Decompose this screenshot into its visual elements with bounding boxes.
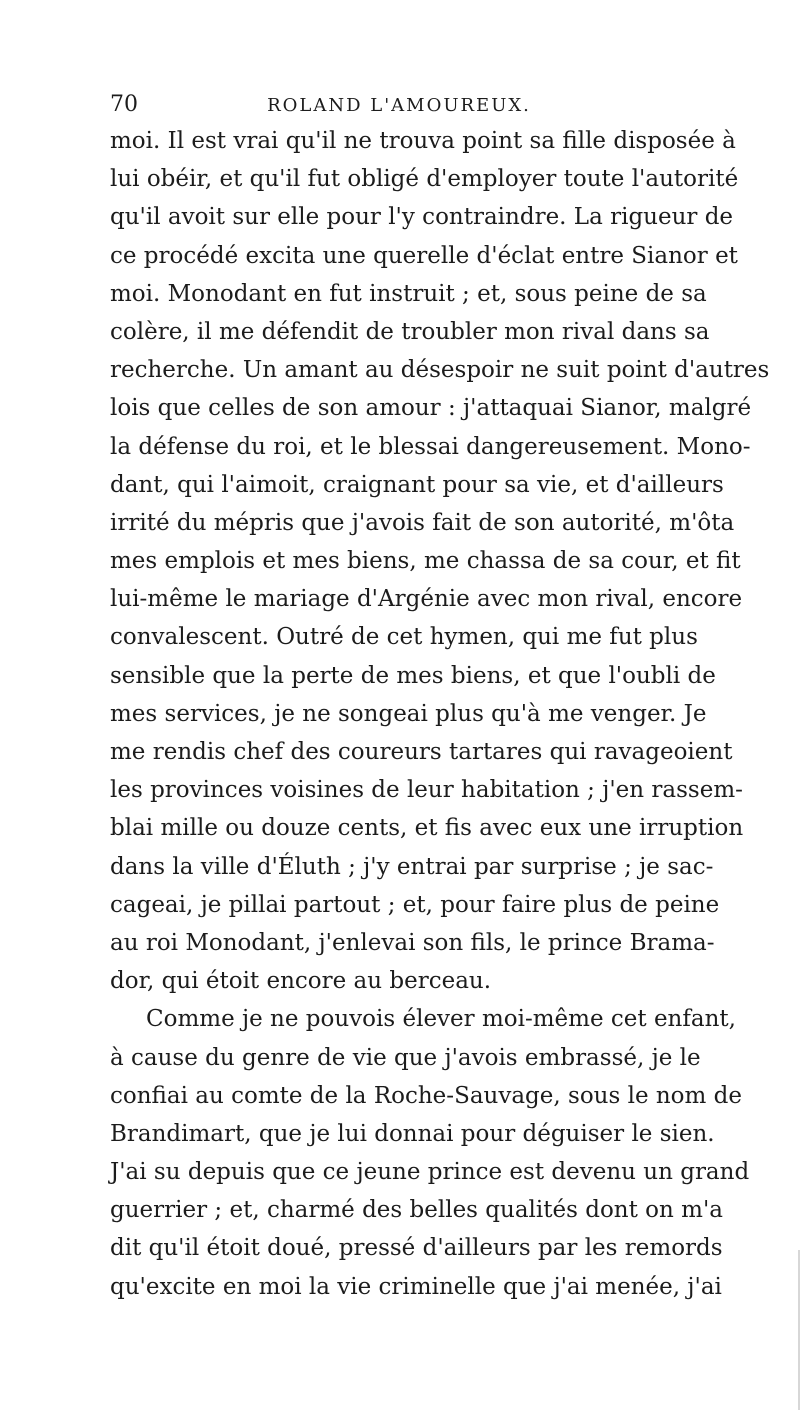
text-line: blai mille ou douze cents, et fis avec eux une irruption	[110, 815, 744, 842]
text-line: Comme je ne pouvois élever moi-même cet enfant,	[146, 1006, 736, 1033]
text-line: confiai au comte de la Roche-Sauvage, sous le nom de	[110, 1082, 742, 1109]
text-line: les provinces voisines de leur habitation ; j'en rassem-	[110, 777, 743, 804]
text-line: lui obéir, et qu'il fut obligé d'employer toute l'autorité	[110, 166, 739, 193]
text-line: dans la ville d'Éluth ; j'y entrai par surprise ; je sac-	[110, 853, 714, 880]
text-line: la défense du roi, et le blessai dangereusement. Mono-	[110, 433, 751, 460]
text-line: me rendis chef des coureurs tartares qui ravageoient	[110, 739, 733, 765]
book-page	[110, 92, 770, 1306]
text-line: mes emplois et mes biens, me chassa de sa cour, et fit	[110, 548, 741, 575]
body-text	[110, 122, 770, 1306]
text-line: à cause du genre de vie que j'avois embrassé, je le	[110, 1044, 701, 1071]
text-line: moi. Il est vrai qu'il ne trouva point sa fille disposée à	[110, 128, 736, 154]
text-line: ce procédé excita une querelle d'éclat entre Sianor et	[110, 242, 738, 269]
text-line: convalescent. Outré de cet hymen, qui me fut plus	[110, 624, 698, 651]
text-line: J'ai su depuis que ce jeune prince est devenu un grand	[110, 1159, 750, 1186]
page-number: 70	[110, 92, 138, 117]
text-line: cageai, je pillai partout ; et, pour faire plus de peine	[110, 891, 720, 918]
text-line: dant, qui l'aimoit, craignant pour sa vie, et d'ailleurs	[110, 471, 724, 498]
text-line: sensible que la perte de mes biens, et que l'oubli de	[110, 662, 716, 689]
running-title: ROLAND L'AMOUREUX.	[267, 95, 531, 116]
text-line: colère, il me défendit de troubler mon rival dans sa	[110, 318, 710, 345]
text-line: lois que celles de son amour : j'attaquai Sianor, malgré	[110, 395, 752, 422]
text-line: Brandimart, que je lui donnai pour déguiser le sien.	[110, 1120, 715, 1147]
text-line: lui-même le mariage d'Argénie avec mon rival, encore	[110, 586, 743, 613]
text-line: guerrier ; et, charmé des belles qualités dont on m'a	[110, 1197, 723, 1224]
text-line: qu'excite en moi la vie criminelle que j'ai menée, j'ai	[110, 1273, 722, 1300]
text-line: recherche. Un amant au désespoir ne suit point d'autres	[110, 357, 770, 384]
text-line: dor, qui étoit encore au berceau.	[110, 968, 492, 995]
text-line: irrité du mépris que j'avois fait de son autorité, m'ôta	[110, 509, 735, 536]
text-line: au roi Monodant, j'enlevai son fils, le prince Brama-	[110, 929, 715, 956]
text-line: moi. Monodant en fut instruit ; et, sous peine de sa	[110, 280, 707, 307]
text-line: qu'il avoit sur elle pour l'y contraindre. La rigueur de	[110, 204, 734, 231]
page-header	[110, 92, 688, 118]
text-line: dit qu'il étoit doué, pressé d'ailleurs par les remords	[110, 1235, 723, 1262]
text-line: mes services, je ne songeai plus qu'à me venger. Je	[110, 700, 707, 727]
